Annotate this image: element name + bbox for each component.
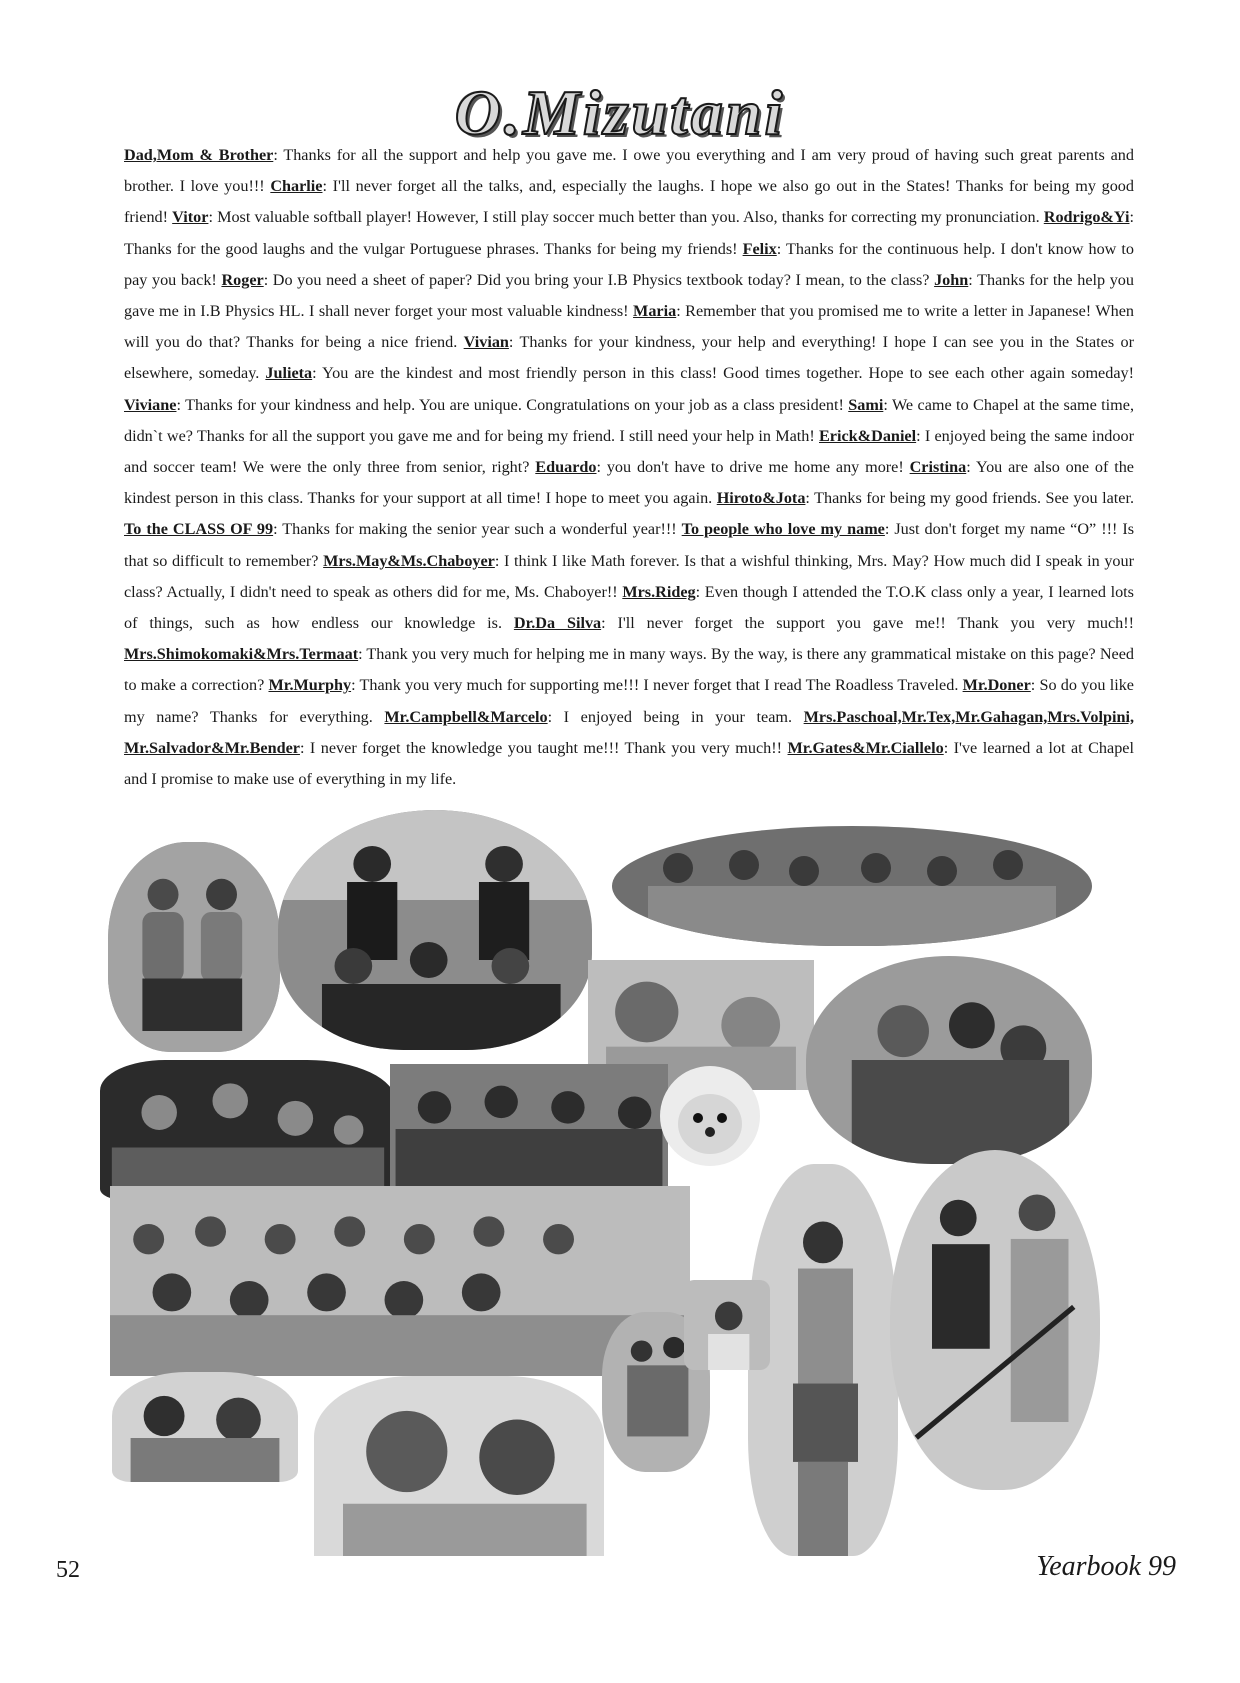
publication-title: Yearbook 99 bbox=[1036, 1551, 1176, 1582]
message-text: : Thanks for the good laughs and the vulgar Portuguese phrases. Thanks for being my friends! bbox=[124, 208, 1134, 258]
message-text: : I'll never forget all the talks, and, especially the laughs. I hope we also go out in the States! Thanks for being my good friend! bbox=[124, 177, 1134, 227]
recipient-name: Erick&Daniel bbox=[819, 426, 917, 445]
message-text: : you don't have to drive me home any more! bbox=[596, 458, 910, 477]
photo-family bbox=[806, 956, 1092, 1164]
message-text: : Thanks for your kindness and help. You are unique. Congratulations on your job as a class president! bbox=[176, 395, 849, 414]
recipient-name: To the CLASS OF 99 bbox=[124, 520, 274, 539]
message-text: : Even though I attended the T.O.K class only a year, I learned lots of things, such as how endless our knowledge is. bbox=[124, 582, 1134, 633]
recipient-name: Mrs.May&Ms.Chaboyer bbox=[323, 551, 495, 570]
recipient-name: Hiroto&Jota bbox=[716, 489, 806, 508]
message-text: : I enjoyed being in your team. bbox=[547, 707, 804, 726]
recipient-name: Mrs.Paschoal,Mr.Tex,Mr.Gahagan,Mrs.Volpini, Mr.Salvador&Mr.Bender bbox=[124, 707, 1134, 757]
photo-friend-small bbox=[684, 1280, 770, 1370]
recipient-name: Julieta bbox=[265, 364, 313, 383]
photo-pool-guy bbox=[748, 1164, 898, 1556]
recipient-name: Felix bbox=[742, 239, 777, 258]
photo-two-boys bbox=[108, 842, 280, 1052]
message-text: : Most valuable softball player! However, I still play soccer much better than you. Also, thanks for correcting my pronunciation. bbox=[208, 208, 1044, 227]
recipient-name: Viviane bbox=[124, 395, 177, 414]
photo-beach-boys bbox=[314, 1376, 604, 1556]
recipient-name: Vivian bbox=[463, 333, 509, 352]
message-text: : Thanks for the continuous help. I don't know how to pay you back! bbox=[124, 239, 1134, 289]
message-text: : You are the kindest and most friendly person in this class! Good times together. Hope to see each other again someday! bbox=[312, 364, 1134, 383]
message-text: : Thanks for all the support and help you gave me. I owe you everything and I am very proud of having such great parents and brother. I love you!!! bbox=[124, 146, 1134, 196]
message-text: : I'll never forget the support you gave me!! Thank you very much!! bbox=[601, 614, 1134, 633]
message-text: : You are also one of the kindest person in this class. Thanks for your support at all time! I hope to meet you again. bbox=[124, 458, 1134, 508]
message-text: : Thanks for being my good friends. See you later. bbox=[805, 489, 1134, 508]
photo-collage bbox=[100, 838, 1150, 1556]
page-title: O.Mizutani bbox=[454, 77, 786, 148]
photo-two-girls bbox=[112, 1372, 298, 1482]
recipient-name: Mrs.Shimokomaki&Mrs.Termaat bbox=[124, 645, 359, 664]
message-text: : Do you need a sheet of paper? Did you bring your I.B Physics textbook today? I mean, to the class? bbox=[263, 270, 935, 289]
photo-billiards bbox=[890, 1150, 1100, 1490]
message-text: : Remember that you promised me to write a letter in Japanese! When will you do that? Thanks for being a nice friend. bbox=[124, 302, 1135, 352]
recipient-name: Sami bbox=[848, 395, 884, 414]
message-text: : Thanks for making the senior year such a wonderful year!!! bbox=[273, 520, 682, 539]
message-text: : I've learned a lot at Chapel and I promise to make use of everything in my life. bbox=[124, 738, 1134, 789]
recipient-name: Rodrigo&Yi bbox=[1043, 208, 1130, 227]
message-text: : Thank you very much for helping me in many ways. By the way, is there any grammatical mistake on this page? Need to make a correction? bbox=[124, 645, 1134, 695]
message-text: : We came to Chapel at the same time, didn`t we? Thanks for all the support you gave me and for being my friend. I still need your help in Math! bbox=[124, 395, 1134, 445]
recipient-name: Eduardo bbox=[535, 458, 597, 477]
message-text: : Thanks for your kindness, your help and everything! I hope I can see you in the States or elsewhere, someday. bbox=[124, 333, 1134, 383]
recipient-name: Maria bbox=[633, 302, 677, 321]
recipient-name: Mrs.Rideg bbox=[622, 582, 696, 601]
recipient-name: Cristina bbox=[909, 458, 967, 477]
recipient-name: Dr.Da Silva bbox=[513, 614, 602, 633]
photo-class-group bbox=[110, 1186, 690, 1376]
recipient-name: Vitor bbox=[172, 208, 209, 227]
message-text: : Thanks for the help you gave me in I.B Physics HL. I shall never forget your most valuable kindness! bbox=[124, 270, 1134, 321]
message-text: : I enjoyed being the same indoor and soccer team! We were the only three from senior, right? bbox=[124, 426, 1134, 477]
photo-dog bbox=[660, 1066, 760, 1166]
message-text: : I never forget the knowledge you taught me!!! Thank you very much!! bbox=[299, 738, 788, 757]
recipient-name: Mr.Gates&Mr.Ciallelo bbox=[787, 738, 944, 757]
page-number: 52 bbox=[56, 1557, 80, 1583]
message-text: : Just don't forget my name “O” !!! Is that so difficult to remember? bbox=[124, 520, 1135, 570]
message-paragraph bbox=[124, 140, 1134, 795]
recipient-name: To people who love my name bbox=[681, 520, 885, 539]
recipient-name: Dad,Mom & Brother bbox=[124, 146, 274, 164]
recipient-name: Mr.Doner bbox=[962, 676, 1031, 695]
photo-dinner-group bbox=[390, 1064, 668, 1194]
message-text: : So do you like my name? Thanks for everything. bbox=[124, 676, 1134, 726]
photo-formal-group bbox=[278, 810, 592, 1050]
recipient-name: John bbox=[934, 270, 969, 289]
recipient-name: Roger bbox=[221, 270, 264, 289]
recipient-name: Mr.Murphy bbox=[268, 676, 352, 695]
message-text: : Thank you very much for supporting me!!! I never forget that I read The Roadless Traveled. bbox=[351, 676, 963, 695]
photo-girls-group bbox=[612, 826, 1092, 946]
message-text: : I think I like Math forever. Is that a wishful thinking, Mrs. May? How much did I speak in your class? Actually, I didn't need to speak as others did for me, Ms. Chaboyer!! bbox=[124, 551, 1135, 601]
photo-friends-party bbox=[100, 1060, 396, 1200]
recipient-name: Mr.Campbell&Marcelo bbox=[384, 707, 548, 726]
recipient-name: Charlie bbox=[270, 177, 323, 196]
